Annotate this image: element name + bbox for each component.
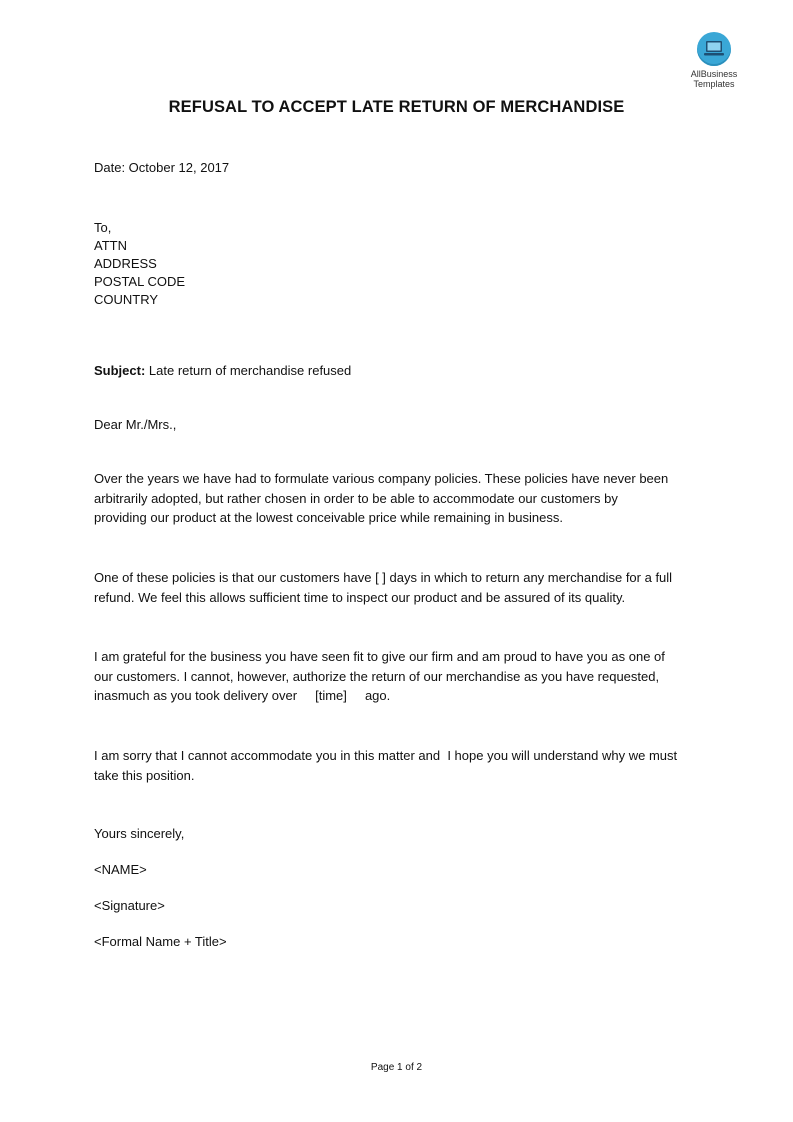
- logo-line-1: AllBusiness: [690, 69, 738, 79]
- body-paragraph-1: [94, 469, 714, 528]
- body-paragraph-2: [94, 568, 714, 607]
- address-line: To,: [94, 220, 112, 235]
- subject-label: Subject:: [94, 363, 146, 378]
- sender-formal-name: <Formal Name + Title>: [94, 934, 227, 949]
- paragraph-line: providing our product at the lowest conceivable price while remaining in business.: [94, 510, 563, 525]
- paragraph-line: refund. We feel this allows sufficient time to inspect our product and be assured of its quality.: [94, 589, 626, 605]
- address-line: ADDRESS: [94, 256, 157, 271]
- address-line: ATTN: [94, 238, 127, 253]
- allbusiness-logo[interactable]: [680, 32, 748, 89]
- paragraph-line: Over the years we have had to formulate various company policies. These policies have never been: [94, 471, 669, 486]
- page-number: Page 1 of 2: [370, 1062, 423, 1073]
- laptop-icon: [697, 32, 731, 66]
- sender-signature: <Signature>: [94, 898, 165, 913]
- subject-text: Late return of merchandise refused: [145, 363, 352, 378]
- address-line: COUNTRY: [94, 292, 159, 307]
- sender-name: <NAME>: [94, 862, 147, 877]
- recipient-address: [94, 219, 185, 309]
- salutation: Dear Mr./Mrs.,: [94, 417, 177, 432]
- paragraph-line: take this position.: [94, 767, 195, 783]
- body-paragraph-4: [94, 746, 714, 785]
- logo-line-2: Templates: [693, 79, 735, 89]
- paragraph-line: I am grateful for the business you have seen fit to give our firm and am proud to have you as one of: [94, 649, 665, 664]
- letter-date: Date: October 12, 2017: [94, 160, 230, 175]
- document-title: REFUSAL TO ACCEPT LATE RETURN OF MERCHANDISE: [168, 98, 625, 116]
- paragraph-line: I am sorry that I cannot accommodate you in this matter and I hope you will understand why we must: [94, 748, 678, 763]
- address-line: POSTAL CODE: [94, 274, 186, 289]
- body-paragraph-3: [94, 647, 714, 706]
- paragraph-line: arbitrarily adopted, but rather chosen in order to be able to accommodate our customers by: [94, 490, 618, 506]
- paragraph-line: inasmuch as you took delivery over [time] ago.: [94, 688, 391, 703]
- paragraph-line: One of these policies is that our customers have [ ] days in which to return any merchandise for a full: [94, 570, 673, 585]
- subject-line: [94, 362, 351, 380]
- logo-text: [680, 69, 748, 89]
- paragraph-line: our customers. I cannot, however, authorize the return of our merchandise as you have requested,: [94, 668, 660, 684]
- closing: Yours sincerely,: [94, 826, 185, 841]
